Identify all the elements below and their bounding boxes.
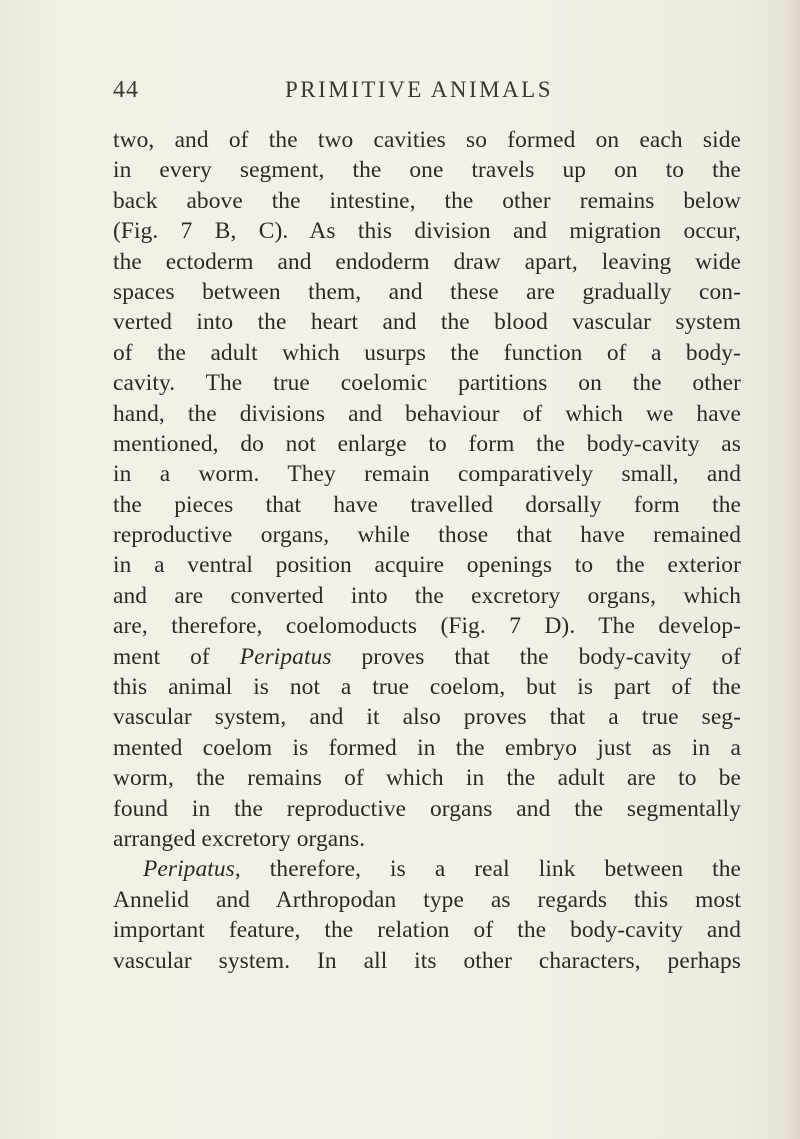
text-line: arranged excretory organs. bbox=[113, 825, 366, 852]
text-line: important feature, the relation of the body-cavity and bbox=[113, 917, 741, 944]
text-line: mented coelom is formed in the embryo just as in a bbox=[113, 734, 741, 761]
text-line: reproductive organs, while those that have remained bbox=[113, 522, 741, 549]
page-number: 44 bbox=[113, 77, 139, 103]
text-line: in a worm. They remain comparatively small, and bbox=[113, 461, 741, 488]
text-line: two, and of the two cavities so formed on each side bbox=[113, 127, 741, 153]
running-head: PRIMITIVE ANIMALS bbox=[284, 77, 554, 102]
text-line: vascular system. In all its other characters, perhaps bbox=[113, 947, 741, 974]
text-line: found in the reproductive organs and the segmentally bbox=[113, 795, 741, 822]
text-line: the ectoderm and endoderm draw apart, leaving wide bbox=[113, 248, 741, 275]
text-line: verted into the heart and the blood vascular system bbox=[113, 309, 741, 336]
text-line: worm, the remains of which in the adult are to be bbox=[113, 765, 741, 792]
text-line: the pieces that have travelled dorsally form the bbox=[113, 491, 741, 518]
body-text bbox=[113, 125, 741, 976]
text-line: hand, the divisions and behaviour of which we have bbox=[113, 400, 741, 427]
text-span: , therefore, is a real link between the bbox=[234, 856, 741, 883]
text-line bbox=[113, 854, 741, 884]
text-line: mentioned, do not enlarge to form the body-cavity as bbox=[113, 430, 741, 457]
text-line: are, therefore, coelomoducts (Fig. 7 D). The develop- bbox=[113, 613, 741, 640]
text-line: cavity. The true coelomic partitions on the other bbox=[113, 370, 741, 397]
text-span: proves that the body-cavity of bbox=[331, 643, 741, 670]
text-line: this animal is not a true coelom, but is part of the bbox=[113, 674, 741, 701]
page-header bbox=[113, 77, 725, 111]
italic-genus-name: Peripatus bbox=[239, 643, 332, 670]
text-line bbox=[113, 642, 741, 672]
text-span: ment of bbox=[113, 643, 240, 670]
text-line: (Fig. 7 B, C). As this division and migration occur, bbox=[113, 218, 741, 245]
text-line: in a ventral position acquire openings to the exterior bbox=[113, 552, 741, 579]
text-line: Annelid and Arthropodan type as regards this most bbox=[113, 886, 741, 913]
page-edge-shadow bbox=[786, 0, 800, 1139]
text-line: in every segment, the one travels up on to the bbox=[113, 157, 741, 184]
text-line: spaces between them, and these are gradually con- bbox=[113, 278, 741, 305]
text-line: vascular system, and it also proves that a true seg- bbox=[113, 704, 741, 731]
text-line: of the adult which usurps the function of a body- bbox=[113, 339, 741, 366]
italic-genus-name: Peripatus bbox=[143, 856, 235, 883]
text-line: back above the intestine, the other remains below bbox=[113, 187, 741, 214]
text-line: and are converted into the excretory organs, which bbox=[113, 582, 741, 609]
